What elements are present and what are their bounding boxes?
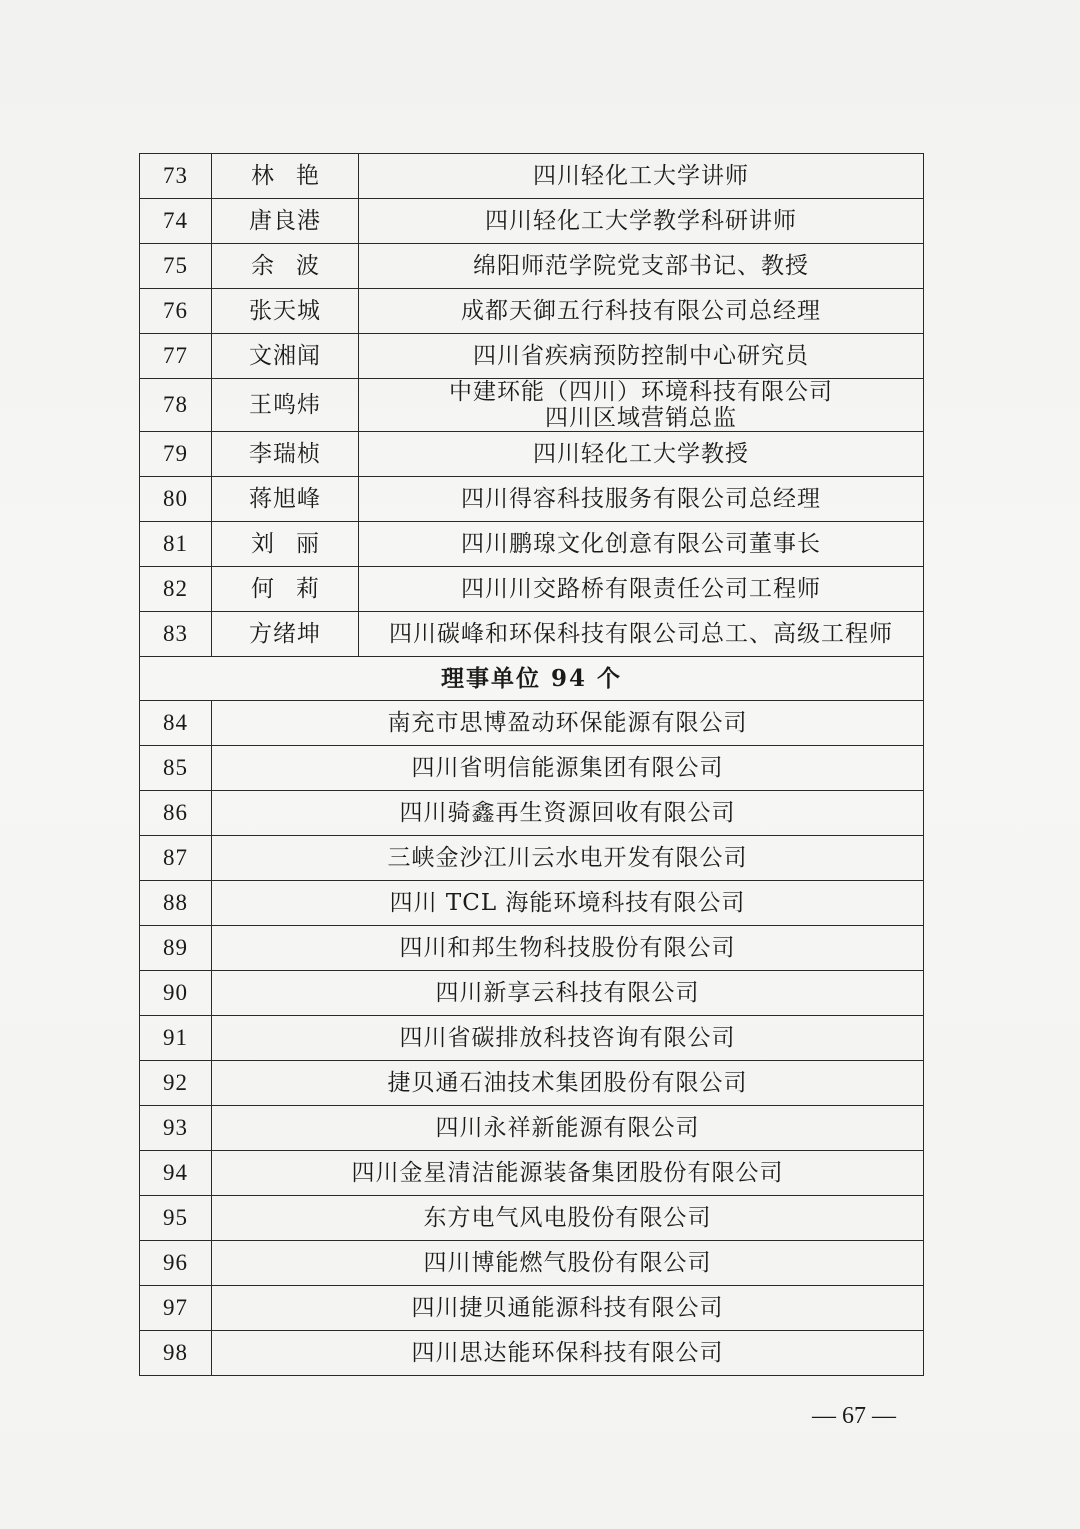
table-row [140,836,924,881]
affiliation-line: 四川省疾病预防控制中心研究员 [473,343,809,369]
row-number: 93 [140,1106,212,1151]
unit-name: 四川省碳排放科技咨询有限公司 [212,1016,924,1061]
roster-body [140,154,924,1376]
row-number: 91 [140,1016,212,1061]
row-number: 94 [140,1151,212,1196]
affiliation-line: 四川得容科技服务有限公司总经理 [461,486,821,512]
row-number: 86 [140,791,212,836]
member-affiliation [359,334,924,379]
member-name: 何莉 [212,567,359,612]
member-roster-table [139,153,924,1376]
table-row [140,522,924,567]
table-row [140,379,924,432]
unit-name: 四川骑鑫再生资源回收有限公司 [212,791,924,836]
section-header-row [140,657,924,701]
unit-name: 四川博能燃气股份有限公司 [212,1241,924,1286]
unit-name: 四川和邦生物科技股份有限公司 [212,926,924,971]
row-number: 96 [140,1241,212,1286]
affiliation-line: 四川轻化工大学教学科研讲师 [485,208,797,234]
table-row [140,1151,924,1196]
row-number: 80 [140,477,212,522]
row-number: 74 [140,199,212,244]
member-affiliation [359,612,924,657]
member-affiliation [359,567,924,612]
table-row [140,1196,924,1241]
affiliation-line: 四川轻化工大学教授 [533,441,749,467]
table-row [140,567,924,612]
row-number: 85 [140,746,212,791]
table-row [140,1286,924,1331]
table-row [140,154,924,199]
member-name: 方绪坤 [212,612,359,657]
member-affiliation [359,432,924,477]
table-row [140,1331,924,1376]
unit-name: 四川金星清洁能源装备集团股份有限公司 [212,1151,924,1196]
member-affiliation [359,379,924,432]
member-name: 林艳 [212,154,359,199]
member-affiliation [359,477,924,522]
row-number: 97 [140,1286,212,1331]
member-affiliation [359,289,924,334]
affiliation-line: 四川鹏瑔文化创意有限公司董事长 [461,531,821,557]
row-number: 90 [140,971,212,1016]
member-name: 蒋旭峰 [212,477,359,522]
row-number: 95 [140,1196,212,1241]
unit-name: 四川 TCL 海能环境科技有限公司 [212,881,924,926]
member-name: 张天城 [212,289,359,334]
affiliation-line: 四川碳峰和环保科技有限公司总工、高级工程师 [389,621,893,647]
table-row [140,701,924,746]
table-row [140,289,924,334]
table-row [140,1106,924,1151]
member-name: 李瑞桢 [212,432,359,477]
affiliation-line: 成都天御五行科技有限公司总经理 [461,298,821,324]
table-row [140,199,924,244]
affiliation-line: 四川区域营销总监 [545,405,737,431]
row-number: 76 [140,289,212,334]
table-row [140,1061,924,1106]
affiliation-line: 四川轻化工大学讲师 [533,163,749,189]
row-number: 87 [140,836,212,881]
unit-name: 四川思达能环保科技有限公司 [212,1331,924,1376]
table-row [140,791,924,836]
member-name: 王鸣炜 [212,379,359,432]
table-row [140,881,924,926]
row-number: 83 [140,612,212,657]
table-row [140,334,924,379]
table-row [140,1016,924,1061]
table-row [140,477,924,522]
member-name: 文湘闻 [212,334,359,379]
row-number: 82 [140,567,212,612]
member-affiliation [359,199,924,244]
unit-name: 三峡金沙江川云水电开发有限公司 [212,836,924,881]
member-affiliation [359,154,924,199]
row-number: 77 [140,334,212,379]
unit-name: 东方电气风电股份有限公司 [212,1196,924,1241]
member-name: 唐良港 [212,199,359,244]
member-affiliation [359,244,924,289]
member-affiliation [359,522,924,567]
page-number: — 67 — [812,1403,896,1429]
table-row [140,612,924,657]
unit-name: 南充市思博盈动环保能源有限公司 [212,701,924,746]
row-number: 81 [140,522,212,567]
member-name: 余波 [212,244,359,289]
table-row [140,746,924,791]
row-number: 73 [140,154,212,199]
row-number: 89 [140,926,212,971]
row-number: 92 [140,1061,212,1106]
unit-name: 四川永祥新能源有限公司 [212,1106,924,1151]
unit-name: 四川省明信能源集团有限公司 [212,746,924,791]
unit-name: 四川捷贝通能源科技有限公司 [212,1286,924,1331]
row-number: 84 [140,701,212,746]
unit-name: 捷贝通石油技术集团股份有限公司 [212,1061,924,1106]
section-title: 理事单位 94 个 [140,657,924,701]
row-number: 75 [140,244,212,289]
row-number: 88 [140,881,212,926]
affiliation-line: 中建环能（四川）环境科技有限公司 [449,379,833,405]
row-number: 98 [140,1331,212,1376]
row-number: 79 [140,432,212,477]
member-name: 刘丽 [212,522,359,567]
affiliation-line: 绵阳师范学院党支部书记、教授 [473,253,809,279]
table-row [140,1241,924,1286]
table-row [140,244,924,289]
table-row [140,432,924,477]
row-number: 78 [140,379,212,432]
affiliation-line: 四川川交路桥有限责任公司工程师 [461,576,821,602]
table-row [140,926,924,971]
table-row [140,971,924,1016]
unit-name: 四川新享云科技有限公司 [212,971,924,1016]
